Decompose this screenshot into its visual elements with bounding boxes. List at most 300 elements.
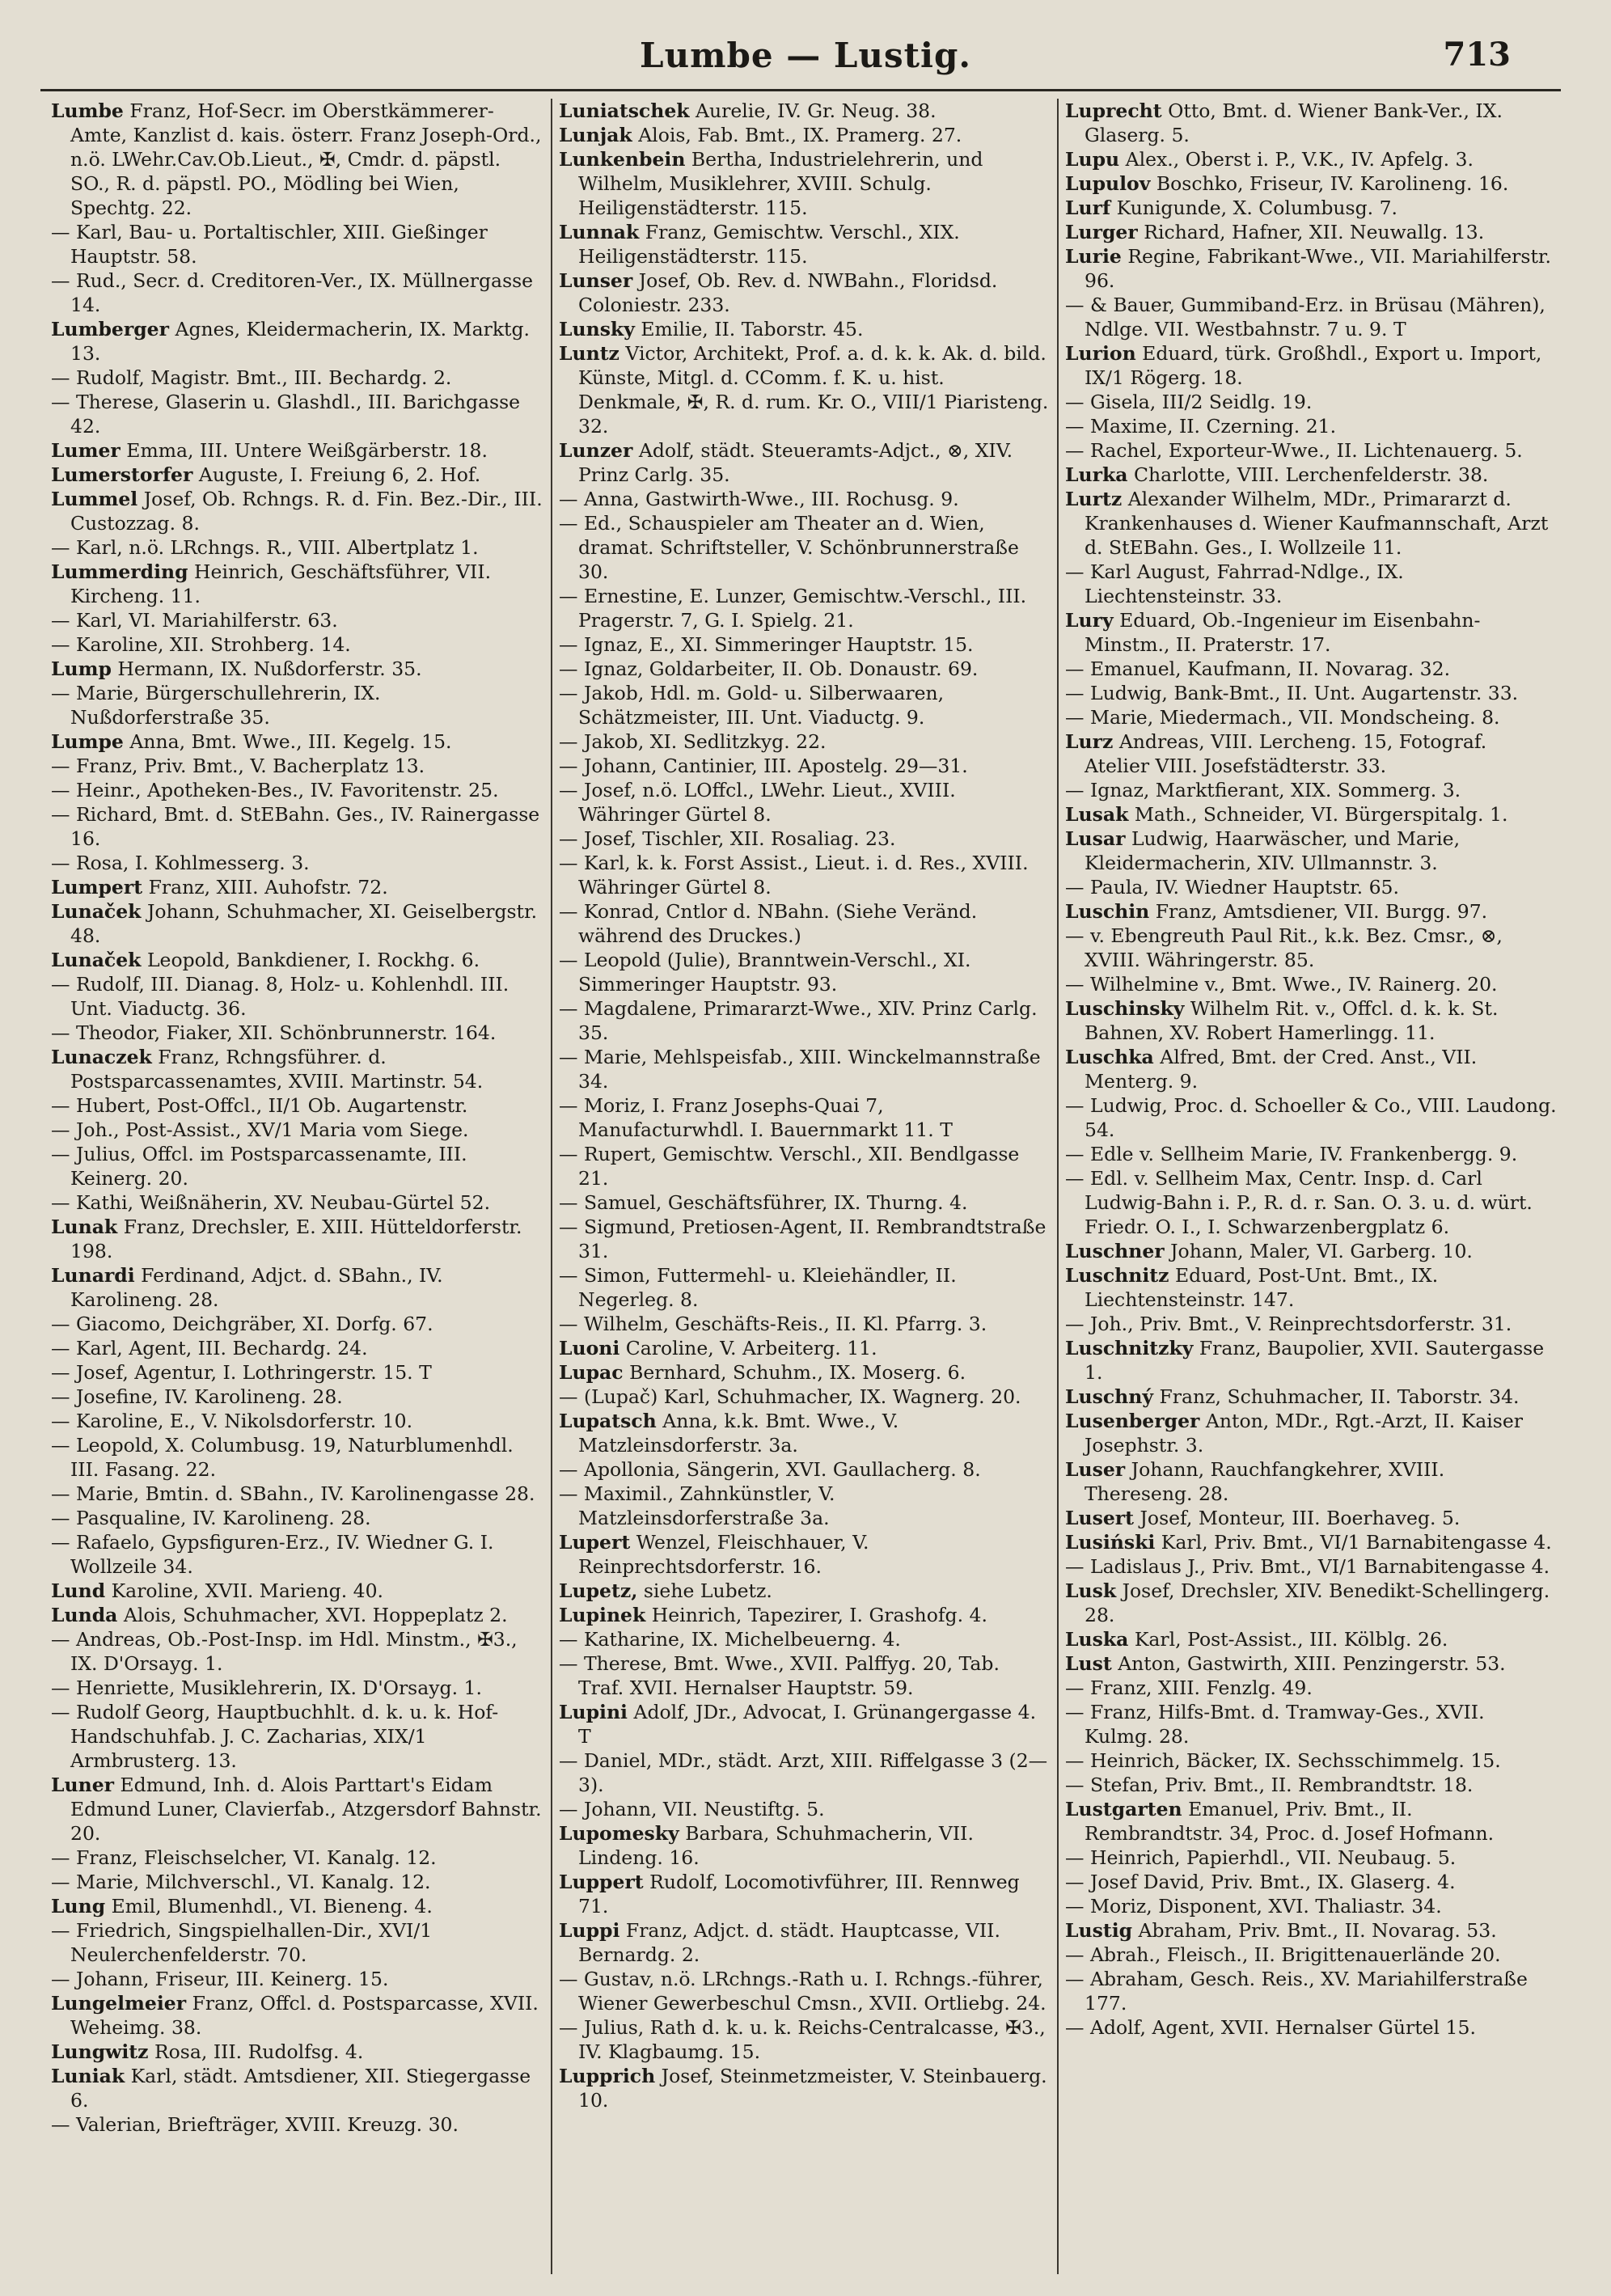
entry-surname: Lustgarten	[1065, 1798, 1182, 1820]
directory-entry	[559, 1579, 1051, 1603]
entry-details: — Ignaz, Goldarbeiter, II. Ob. Donaustr. 69.	[559, 658, 979, 680]
entry-details: — Ed., Schauspieler am Theater an d. Wien, dramat. Schriftsteller, V. Schönbrunnerstraße 30.	[559, 512, 1019, 583]
entry-details: Emilie, II. Taborstr. 45.	[641, 318, 864, 340]
entry-details: — Karoline, XII. Strohberg. 14.	[51, 633, 351, 656]
entry-details: Eduard, türk. Großhdl., Export u. Import, IX/1 Rögerg. 18.	[1085, 342, 1542, 389]
column-2	[551, 99, 1057, 2274]
entry-details: Kunigunde, X. Columbusg. 7.	[1116, 197, 1397, 219]
directory-entry	[51, 948, 544, 972]
entry-details: — (Lupač) Karl, Schuhmacher, IX. Wagnerg. 20.	[559, 1385, 1021, 1408]
entry-details: Boschko, Friseur, IV. Karolineng. 16.	[1156, 172, 1509, 195]
entry-details: — Pasqualine, IV. Karolineng. 28.	[51, 1507, 371, 1529]
entry-details: — Heinr., Apotheken-Bes., IV. Favoritenstr. 25.	[51, 779, 499, 801]
entry-surname: Lurger	[1065, 221, 1138, 243]
entry-surname: Lustig	[1065, 1919, 1133, 1942]
entry-details: Emma, III. Untere Weißgärberstr. 18.	[126, 439, 488, 462]
entry-details: — Hubert, Post-Offcl., II/1 Ob. Augartenstr.	[51, 1094, 468, 1117]
entry-surname: Luppert	[559, 1871, 644, 1893]
entry-details: — Rosa, I. Kohlmesserg. 3.	[51, 852, 310, 874]
directory-entry	[559, 438, 1051, 487]
directory-entry	[51, 1967, 544, 1991]
entry-details: — Edl. v. Sellheim Max, Centr. Insp. d. Carl Ludwig-Bahn i. P., R. d. r. San. O. 3. u. d. würt. Friedr. O. I., I. Schwarzenbergplatz 6.	[1065, 1167, 1533, 1238]
directory-entry	[51, 972, 544, 1021]
entry-details: Karl, städt. Amtsdiener, XII. Stiegergasse 6.	[70, 2065, 531, 2112]
entry-details: — Johann, Friseur, III. Keinerg. 15.	[51, 1968, 389, 1990]
directory-entry	[1065, 1748, 1557, 1773]
entry-details: — Franz, Priv. Bmt., V. Bacherplatz 13.	[51, 755, 425, 777]
directory-entry	[1065, 729, 1557, 778]
entry-details: — Franz, Hilfs-Bmt. d. Tramway-Ges., XVII. Kulmg. 28.	[1065, 1701, 1485, 1748]
entry-surname: Lurka	[1065, 463, 1128, 486]
entry-details: — Marie, Bürgerschullehrerin, IX. Nußdorferstraße 35.	[51, 682, 381, 729]
directory-entry	[559, 1967, 1051, 2015]
entry-details: — Therese, Bmt. Wwe., XVII. Palffyg. 20, Tab. Traf. XVII. Hernalser Hauptstr. 59.	[559, 1652, 1000, 1699]
entry-details: — Simon, Futtermehl- u. Kleiehändler, II. Negerleg. 8.	[559, 1264, 957, 1311]
directory-entry	[1065, 1894, 1557, 1918]
directory-entry	[559, 754, 1051, 778]
directory-entry	[51, 1190, 544, 1215]
directory-entry	[1065, 463, 1557, 487]
entry-surname: Lupu	[1065, 148, 1120, 171]
entry-surname: Lunnak	[559, 221, 640, 243]
directory-entry	[1065, 1797, 1557, 1846]
entry-surname: Luser	[1065, 1458, 1126, 1481]
directory-entry	[1065, 1918, 1557, 1943]
directory-entry	[559, 1263, 1051, 1312]
entry-surname: Lupert	[559, 1531, 631, 1554]
entry-surname: Lust	[1065, 1652, 1112, 1675]
directory-entry	[1065, 220, 1557, 244]
entry-details: — Samuel, Geschäftsführer, IX. Thurng. 4.	[559, 1191, 968, 1214]
entry-details: Karl, Post-Assist., III. Kölblg. 26.	[1134, 1628, 1448, 1651]
directory-entry	[1065, 1846, 1557, 1870]
entry-details: — Karl, k. k. Forst Assist., Lieut. i. d. Res., XVIII. Währinger Gürtel 8.	[559, 852, 1029, 899]
entry-details: — Gisela, III/2 Seidlg. 19.	[1065, 391, 1313, 413]
directory-entry	[1065, 1093, 1557, 1142]
entry-details: — Sigmund, Pretiosen-Agent, II. Rembrandtstraße 31.	[559, 1216, 1047, 1262]
entry-details: Franz, Schuhmacher, II. Taborstr. 34.	[1159, 1385, 1520, 1408]
directory-entry	[559, 1457, 1051, 1482]
entry-details: — Magdalene, Primararzt-Wwe., XIV. Prinz Carlg. 35.	[559, 997, 1038, 1044]
entry-details: — Abraham, Gesch. Reis., XV. Mariahilferstraße 177.	[1065, 1968, 1528, 2015]
directory-entry	[51, 1021, 544, 1045]
directory-entry	[1065, 1166, 1557, 1239]
directory-entry	[51, 1118, 544, 1142]
directory-entry	[1065, 972, 1557, 996]
directory-entry	[1065, 171, 1557, 196]
entry-surname: Lurf	[1065, 197, 1111, 219]
entry-details: Caroline, V. Arbeiterg. 11.	[625, 1337, 877, 1359]
entry-columns	[44, 99, 1565, 2274]
directory-entry	[559, 511, 1051, 584]
directory-entry	[51, 463, 544, 487]
entry-surname: Lupinek	[559, 1604, 646, 1626]
directory-entry	[559, 778, 1051, 827]
directory-entry	[1065, 705, 1557, 729]
entry-surname: Lunaček	[51, 900, 142, 923]
entry-details: — Karl August, Fahrrad-Ndlge., IX. Liechtensteinstr. 33.	[1065, 560, 1404, 607]
entry-details: Agnes, Kleidermacherin, IX. Marktg. 13.	[70, 318, 531, 365]
directory-entry	[1065, 1676, 1557, 1700]
entry-details: — Ladislaus J., Priv. Bmt., VI/1 Barnabitengasse 4.	[1065, 1555, 1550, 1578]
directory-entry	[1065, 1142, 1557, 1166]
entry-details: — Daniel, MDr., städt. Arzt, XIII. Riffelgasse 3 (2—3).	[559, 1749, 1048, 1796]
directory-entry	[1065, 2015, 1557, 2040]
directory-entry	[559, 123, 1051, 147]
entry-details: — & Bauer, Gummiband-Erz. in Brüsau (Mähren), Ndlge. VII. Westbahnstr. 7 u. 9. T	[1065, 294, 1545, 340]
entry-details: — Marie, Mehlspeisfab., XIII. Winckelmannstraße 34.	[559, 1046, 1041, 1093]
entry-details: Heinrich, Geschäftsführer, VII. Kircheng. 11.	[70, 560, 492, 607]
entry-details: — Richard, Bmt. d. StEBahn. Ges., IV. Rainergasse 16.	[51, 803, 540, 850]
directory-entry	[51, 269, 544, 317]
entry-details: Wenzel, Fleischhauer, V. Reinprechtsdorferstr. 16.	[578, 1531, 869, 1578]
entry-details: Franz, Adjct. d. städt. Hauptcasse, VII. Bernardg. 2.	[578, 1919, 1000, 1966]
entry-details: Adolf, städt. Steueramts-Adjct., ⊗, XIV. Prinz Carlg. 35.	[578, 439, 1013, 486]
directory-entry	[559, 1918, 1051, 1967]
entry-details: — Maximil., Zahnkünstler, V. Matzleinsdorferstraße 3a.	[559, 1482, 835, 1529]
entry-details: — Karl, Agent, III. Bechardg. 24.	[51, 1337, 368, 1359]
entry-details: Alois, Schuhmacher, XVI. Hoppeplatz 2.	[123, 1604, 508, 1626]
entry-details: Wilhelm Rit. v., Offcl. d. k. k. St. Bahnen, XV. Robert Hamerlingg. 11.	[1085, 997, 1499, 1044]
directory-entry	[51, 1700, 544, 1773]
entry-details: — Josef, Agentur, I. Lothringerstr. 15. T	[51, 1361, 432, 1384]
directory-entry	[1065, 1409, 1557, 1457]
directory-entry	[51, 1579, 544, 1603]
entry-surname: Lusak	[1065, 803, 1129, 826]
directory-entry	[51, 1773, 544, 1846]
entry-details: Emil, Blumenhdl., VI. Bieneng. 4.	[111, 1895, 433, 1918]
directory-entry	[51, 1506, 544, 1530]
entry-details: — Ernestine, E. Lunzer, Gemischtw.-Verschl., III. Pragerstr. 7, G. I. Spielg. 21.	[559, 585, 1027, 632]
entry-details: Franz, Hof-Secr. im Oberstkämmerer-Amte, Kanzlist d. kais. österr. Franz Joseph-Ord., n.ö. LWehr.Cav.Ob.Lieut., ✠, Cmdr. d. päpstl. SO., R. d. päpstl. PO., Mödling bei Wien, Spechtg. 22.	[70, 99, 542, 219]
page-number: 713	[1443, 36, 1511, 74]
directory-entry	[51, 438, 544, 463]
directory-entry	[559, 1215, 1051, 1263]
entry-details: Adolf, JDr., Advocat, I. Grünangergasse 4. T	[578, 1701, 1037, 1748]
entry-details: Charlotte, VIII. Lerchenfelderstr. 38.	[1133, 463, 1489, 486]
entry-details: Franz, XIII. Auhofstr. 72.	[148, 876, 388, 899]
header-rule	[40, 89, 1561, 91]
entry-details: Alex., Oberst i. P., V.K., IV. Apfelg. 3.	[1125, 148, 1474, 171]
directory-entry	[51, 1482, 544, 1506]
entry-details: — Valerian, Briefträger, XVIII. Kreuzg. 30.	[51, 2113, 459, 2136]
directory-entry	[51, 390, 544, 438]
directory-entry	[51, 1312, 544, 1336]
directory-entry	[559, 729, 1051, 754]
directory-entry	[559, 827, 1051, 851]
entry-surname: Lunaček	[51, 949, 142, 971]
entry-details: — Henriette, Musiklehrerin, IX. D'Orsayg. 1.	[51, 1677, 482, 1699]
entry-details: Bertha, Industrielehrerin, und Wilhelm, Musiklehrer, XVIII. Schulg. Heiligenstädterstr. 115.	[578, 148, 983, 219]
entry-surname: Lump	[51, 658, 112, 680]
directory-entry	[51, 1991, 544, 2040]
directory-entry	[1065, 899, 1557, 924]
entry-surname: Lumberger	[51, 318, 170, 340]
entry-details: Math., Schneider, VI. Bürgerspitalg. 1.	[1134, 803, 1508, 826]
entry-surname: Lunaczek	[51, 1046, 152, 1068]
entry-details: — Ignaz, Marktfierant, XIX. Sommerg. 3.	[1065, 779, 1461, 801]
entry-details: — Marie, Milchverschl., VI. Kanalg. 12.	[51, 1871, 431, 1893]
directory-entry	[559, 1627, 1051, 1651]
directory-entry	[51, 1409, 544, 1433]
directory-entry	[1065, 1312, 1557, 1336]
directory-entry	[559, 99, 1051, 123]
directory-entry	[51, 681, 544, 729]
entry-surname: Lurie	[1065, 245, 1122, 268]
entry-details: Alexander Wilhelm, MDr., Primararzt d. Krankenhauses d. Wiener Kaufmannschaft, Arzt d. StEBahn. Ges., I. Wollzeile 11.	[1085, 488, 1549, 559]
entry-details: — Karl, Bau- u. Portaltischler, XIII. Gießinger Hauptstr. 58.	[51, 221, 488, 268]
directory-entry	[559, 2064, 1051, 2112]
entry-details: — Karl, n.ö. LRchngs. R., VIII. Albertplatz 1.	[51, 536, 479, 559]
entry-details: — Ignaz, E., XI. Simmeringer Hauptstr. 15.	[559, 633, 974, 656]
entry-details: — Friedrich, Singspielhallen-Dir., XVI/1 Neulerchenfelderstr. 70.	[51, 1919, 433, 1966]
directory-entry	[1065, 1627, 1557, 1651]
directory-entry	[51, 560, 544, 608]
directory-entry	[559, 1336, 1051, 1360]
entry-details: Alois, Fab. Bmt., IX. Pramerg. 27.	[638, 124, 962, 146]
entry-surname: Lupatsch	[559, 1410, 657, 1432]
entry-surname: Lury	[1065, 609, 1114, 632]
directory-entry	[51, 535, 544, 560]
directory-entry	[51, 1918, 544, 1967]
entry-surname: Lusk	[1065, 1579, 1117, 1602]
directory-entry	[51, 1433, 544, 1482]
directory-entry	[1065, 1651, 1557, 1676]
directory-entry	[1065, 827, 1557, 875]
directory-entry	[559, 851, 1051, 899]
entry-details: Rudolf, Locomotivführer, III. Rennweg 71.	[578, 1871, 1020, 1918]
entry-details: — v. Ebengreuth Paul Rit., k.k. Bez. Cmsr., ⊗, XVIII. Währingerstr. 85.	[1065, 924, 1503, 971]
entry-surname: Lupprich	[559, 2065, 656, 2087]
directory-entry	[51, 1870, 544, 1894]
directory-entry	[51, 729, 544, 754]
entry-details: Rosa, III. Rudolfsg. 4.	[154, 2040, 364, 2063]
entry-surname: Lunkenbein	[559, 148, 686, 171]
directory-entry	[51, 657, 544, 681]
entry-details: — Franz, XIII. Fenzlg. 49.	[1065, 1677, 1313, 1699]
entry-details: — Jakob, Hdl. m. Gold- u. Silberwaaren, Schätzmeister, III. Unt. Viaductg. 9.	[559, 682, 945, 729]
entry-surname: Lusiński	[1065, 1531, 1156, 1554]
entry-details: Otto, Bmt. d. Wiener Bank-Ver., IX. Glaserg. 5.	[1085, 99, 1503, 146]
entry-surname: Lupac	[559, 1361, 624, 1384]
entry-details: — Edle v. Sellheim Marie, IV. Frankenbergg. 9.	[1065, 1143, 1518, 1165]
directory-entry	[559, 1360, 1051, 1385]
entry-details: — Wilhelmine v., Bmt. Wwe., IV. Rainerg. 20.	[1065, 973, 1498, 996]
entry-details: — Konrad, Cntlor d. NBahn. (Siehe Veränd. während des Druckes.)	[559, 900, 978, 947]
directory-entry	[559, 1190, 1051, 1215]
entry-details: Johann, Rauchfangkehrer, XVIII. Thereseng. 28.	[1085, 1458, 1445, 1505]
entry-surname: Lummel	[51, 488, 138, 510]
entry-surname: Luschnitz	[1065, 1264, 1169, 1287]
entry-details: Aurelie, IV. Gr. Neug. 38.	[696, 99, 937, 122]
entry-surname: Lunjak	[559, 124, 632, 146]
entry-surname: Lusar	[1065, 827, 1126, 850]
entry-details: — Julius, Offcl. im Postsparcassenamte, III. Keinerg. 20.	[51, 1143, 467, 1190]
entry-details: — Adolf, Agent, XVII. Hernalser Gürtel 15.	[1065, 2016, 1476, 2039]
page-header	[0, 31, 1611, 79]
directory-entry	[51, 778, 544, 802]
directory-entry	[1065, 1554, 1557, 1579]
directory-entry	[559, 317, 1051, 341]
entry-surname: Lupetz,	[559, 1579, 638, 1602]
entry-details: — Rudolf Georg, Hauptbuchhlt. d. k. u. k. Hof-Handschuhfab. J. C. Zacharias, XIX/1 Armbrusterg. 13.	[51, 1701, 499, 1772]
directory-entry	[51, 899, 544, 948]
entry-details: — Rachel, Exporteur-Wwe., II. Lichtenauerg. 5.	[1065, 439, 1523, 462]
entry-surname: Lunak	[51, 1216, 118, 1238]
directory-entry	[559, 1093, 1051, 1142]
directory-entry	[51, 1142, 544, 1190]
directory-entry	[559, 948, 1051, 996]
entry-surname: Lumpert	[51, 876, 143, 899]
entry-details: Edmund, Inh. d. Alois Parttart's Eidam Edmund Luner, Clavierfab., Atzgersdorf Bahnstr. 20.	[70, 1774, 542, 1845]
entry-surname: Lumpe	[51, 730, 124, 753]
entry-details: — Anna, Gastwirth-Wwe., III. Rochusg. 9.	[559, 488, 959, 510]
directory-entry	[51, 1263, 544, 1312]
directory-entry	[559, 1045, 1051, 1093]
directory-entry	[51, 99, 544, 220]
entry-surname: Lunser	[559, 269, 633, 292]
directory-entry	[1065, 1045, 1557, 1093]
entry-details: — Heinrich, Papierhdl., VII. Neubaug. 5.	[1065, 1846, 1457, 1869]
directory-entry	[51, 487, 544, 535]
directory-entry	[51, 366, 544, 390]
directory-entry	[51, 317, 544, 366]
directory-entry	[559, 1870, 1051, 1918]
directory-entry	[51, 851, 544, 875]
entry-details: Leopold, Bankdiener, I. Rockhg. 6.	[146, 949, 480, 971]
directory-entry	[51, 802, 544, 851]
entry-details: Anton, MDr., Rgt.-Arzt, II. Kaiser Josephstr. 3.	[1085, 1410, 1523, 1457]
entry-details: — Abrah., Fleisch., II. Brigittenauerlände 20.	[1065, 1943, 1501, 1966]
entry-details: Victor, Architekt, Prof. a. d. k. k. Ak. d. bild. Künste, Mitgl. d. CComm. f. K. u. hist. Denkmale, ✠, R. d. rum. Kr. O., VIII/1 Piaristeng. 32.	[578, 342, 1049, 438]
entry-surname: Lurion	[1065, 342, 1136, 365]
directory-entry	[51, 1627, 544, 1676]
entry-surname: Luschný	[1065, 1385, 1153, 1408]
entry-details: — Heinrich, Bäcker, IX. Sechsschimmelg. 15.	[1065, 1749, 1501, 1772]
entry-details: — Katharine, IX. Michelbeuerng. 4.	[559, 1628, 901, 1651]
entry-surname: Lusert	[1065, 1507, 1135, 1529]
directory-entry	[559, 1482, 1051, 1530]
directory-entry	[1065, 802, 1557, 827]
entry-surname: Lunsky	[559, 318, 635, 340]
entry-surname: Lumerstorfer	[51, 463, 193, 486]
directory-entry	[1065, 1457, 1557, 1506]
directory-entry	[1065, 244, 1557, 293]
entry-details: Abraham, Priv. Bmt., II. Novarag. 53.	[1138, 1919, 1497, 1942]
directory-entry	[51, 875, 544, 899]
entry-details: Franz, Gemischtw. Verschl., XIX. Heiligenstädterstr. 115.	[578, 221, 960, 268]
entry-details: — Josefine, IV. Karolineng. 28.	[51, 1385, 343, 1408]
directory-entry	[559, 1748, 1051, 1797]
entry-details: Karl, Priv. Bmt., VI/1 Barnabitengasse 4.	[1161, 1531, 1552, 1554]
entry-details: — Giacomo, Deichgräber, XI. Dorfg. 67.	[51, 1313, 433, 1335]
entry-surname: Lumbe	[51, 99, 124, 122]
directory-entry	[51, 1336, 544, 1360]
directory-entry	[559, 147, 1051, 220]
directory-entry	[1065, 390, 1557, 414]
entry-surname: Luner	[51, 1774, 115, 1796]
column-1	[44, 99, 551, 2274]
directory-entry	[559, 1603, 1051, 1627]
entry-surname: Luprecht	[1065, 99, 1162, 122]
directory-entry	[1065, 196, 1557, 220]
entry-details: — Franz, Fleischselcher, VI. Kanalg. 12.	[51, 1846, 437, 1869]
entry-details: Josef, Ob. Rchngs. R. d. Fin. Bez.-Dir., III. Custozzag. 8.	[70, 488, 543, 535]
directory-entry	[1065, 414, 1557, 438]
entry-details: Anna, k.k. Bmt. Wwe., V. Matzleinsdorferstr. 3a.	[578, 1410, 899, 1457]
entry-details: Barbara, Schuhmacherin, VII. Lindeng. 16.	[578, 1822, 974, 1869]
directory-entry	[559, 1385, 1051, 1409]
directory-entry	[1065, 1943, 1557, 1967]
directory-entry	[1065, 996, 1557, 1045]
column-3	[1057, 99, 1563, 2274]
entry-surname: Lunzer	[559, 439, 633, 462]
entry-details: — Rupert, Gemischtw. Verschl., XII. Bendlgasse 21.	[559, 1143, 1020, 1190]
entry-details: Heinrich, Tapezirer, I. Grashofg. 4.	[651, 1604, 987, 1626]
directory-entry	[1065, 99, 1557, 147]
directory-entry	[1065, 924, 1557, 972]
entry-surname: Lurz	[1065, 730, 1114, 753]
directory-entry	[51, 2040, 544, 2064]
directory-entry	[51, 1385, 544, 1409]
entry-details: — Joh., Post-Assist., XV/1 Maria vom Siege.	[51, 1118, 469, 1141]
entry-surname: Lunda	[51, 1604, 118, 1626]
directory-entry	[1065, 293, 1557, 341]
directory-entry	[1065, 1336, 1557, 1385]
entry-details: Eduard, Ob.-Ingenieur im Eisenbahn-Minstm., II. Praterstr. 17.	[1085, 609, 1481, 656]
entry-details: — Maxime, II. Czerning. 21.	[1065, 415, 1337, 438]
entry-details: — Gustav, n.ö. LRchngs.-Rath u. I. Rchngs.-führer, Wiener Gewerbeschul Cmsn., XVII. Ortliebg. 24.	[559, 1968, 1047, 2015]
entry-details: — Rudolf, Magistr. Bmt., III. Bechardg. 2.	[51, 366, 452, 389]
directory-entry	[559, 1651, 1051, 1700]
entry-surname: Lupulov	[1065, 172, 1151, 195]
entry-surname: Lund	[51, 1579, 106, 1602]
entry-details: Karoline, XVII. Marieng. 40.	[111, 1579, 384, 1602]
directory-entry	[1065, 875, 1557, 899]
directory-entry	[559, 1821, 1051, 1870]
entry-details: Franz, Drechsler, E. XIII. Hütteldorferstr. 198.	[70, 1216, 522, 1262]
directory-entry	[559, 899, 1051, 948]
entry-details: — Kathi, Weißnäherin, XV. Neubau-Gürtel 52.	[51, 1191, 491, 1214]
entry-details: — Josef David, Priv. Bmt., IX. Glaserg. 4.	[1065, 1871, 1456, 1893]
entry-details: Franz, Amtsdiener, VII. Burgg. 97.	[1155, 900, 1488, 923]
entry-surname: Luschin	[1065, 900, 1150, 923]
entry-details: — Moriz, Disponent, XVI. Thaliastr. 34.	[1065, 1895, 1442, 1918]
entry-details: Johann, Maler, VI. Garberg. 10.	[1170, 1240, 1473, 1262]
directory-entry	[51, 1215, 544, 1263]
entry-surname: Luppi	[559, 1919, 620, 1942]
directory-entry	[51, 1676, 544, 1700]
entry-surname: Luntz	[559, 342, 619, 365]
entry-details: Ludwig, Haarwäscher, und Marie, Kleidermacherin, XIV. Ullmannstr. 3.	[1085, 827, 1461, 874]
entry-details: — Emanuel, Kaufmann, II. Novarag. 32.	[1065, 658, 1451, 680]
directory-entry	[559, 657, 1051, 681]
entry-details: — Ludwig, Bank-Bmt., II. Unt. Augartenstr. 33.	[1065, 682, 1519, 704]
entry-details: Ferdinand, Adjct. d. SBahn., IV. Karolineng. 28.	[70, 1264, 443, 1311]
entry-details: — Rudolf, III. Dianag. 8, Holz- u. Kohlenhdl. III. Unt. Viaductg. 36.	[51, 973, 510, 1020]
entry-details: Josef, Monteur, III. Boerhaveg. 5.	[1140, 1507, 1461, 1529]
entry-details: — Ludwig, Proc. d. Schoeller & Co., VIII. Laudong. 54.	[1065, 1094, 1557, 1141]
entry-surname: Lumer	[51, 439, 121, 462]
directory-entry	[51, 1894, 544, 1918]
directory-entry	[1065, 657, 1557, 681]
entry-details: — Josef, n.ö. LOffcl., LWehr. Lieut., XVIII. Währinger Gürtel 8.	[559, 779, 956, 826]
directory-entry	[1065, 1263, 1557, 1312]
entry-surname: Luschnitzky	[1065, 1337, 1194, 1359]
entry-surname: Lungelmeier	[51, 1992, 187, 2015]
directory-entry	[1065, 1700, 1557, 1748]
entry-details: Josef, Drechsler, XIV. Benedikt-Schellingerg. 28.	[1085, 1579, 1550, 1626]
